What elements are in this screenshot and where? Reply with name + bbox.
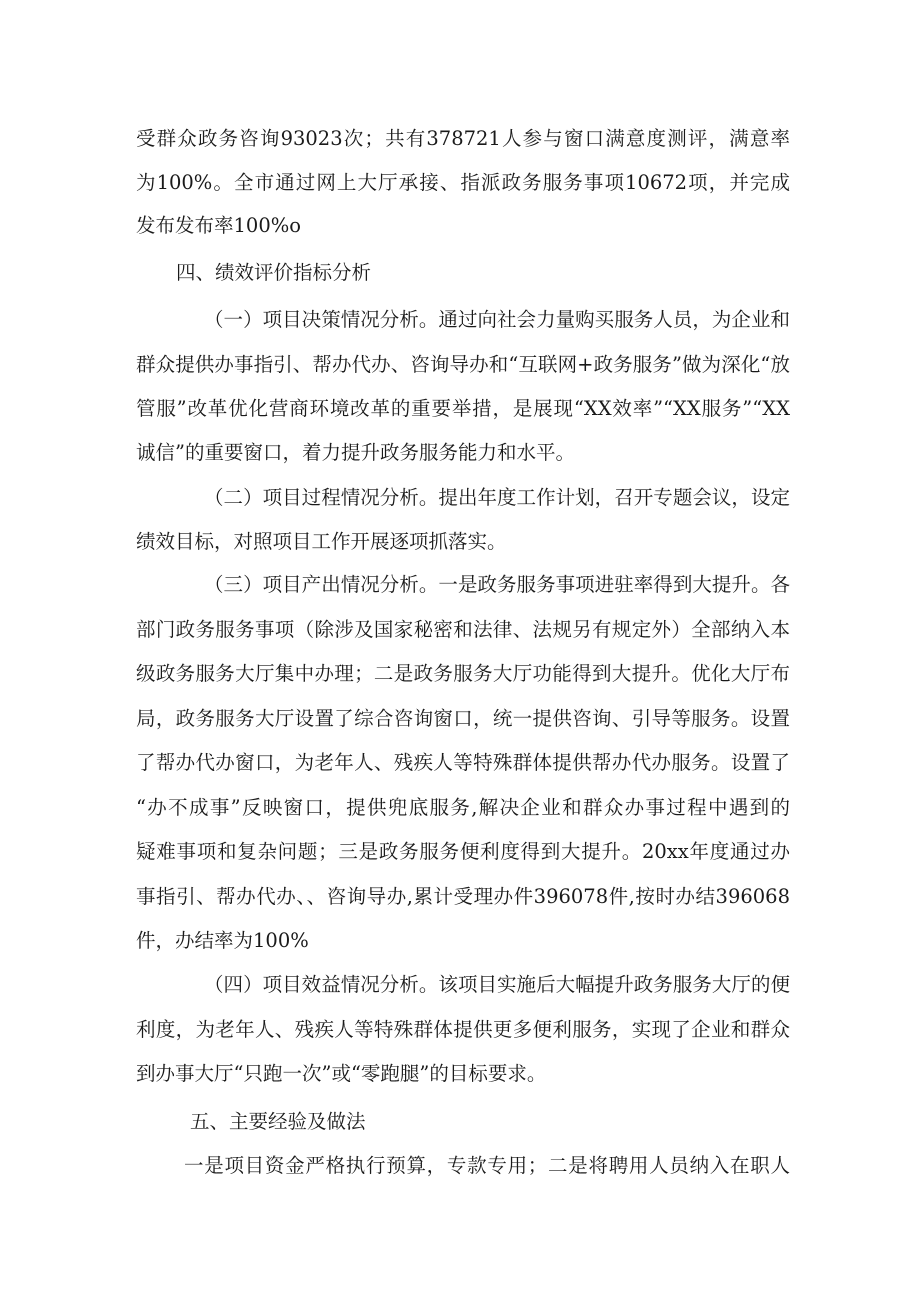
- paragraph-line: 受群众政务咨询93023次；共有378721人参与窗口满意度测评，满意率: [136, 127, 790, 150]
- paragraph-line: 绩效目标，对照项目工作开展逐项抓落实。: [136, 530, 507, 553]
- paragraph-line: 一是项目资金严格执行预算，专款专用；二是将聘用人员纳入在职人: [184, 1154, 790, 1177]
- paragraph-line: 管服”改革优化营商环境改革的重要举措，是展现“XX效率”“XX服务”“XX: [136, 397, 790, 420]
- paragraph-line: 到办事大厅“只跑一次”或“零跑腿”的目标要求。: [136, 1062, 547, 1085]
- paragraph-line: 局，政务服务大厅设置了综合咨询窗口，统一提供咨询、引导等服务。设置: [136, 707, 790, 730]
- paragraph-line: （一）项目决策情况分析。通过向社会力量购买服务人员，为企业和: [204, 308, 790, 331]
- paragraph-line: （三）项目产出情况分析。一是政务服务事项进驻率得到大提升。各: [204, 573, 790, 596]
- paragraph-line: 为100%。全市通过网上大厅承接、指派政务服务事项10672项，并完成: [136, 171, 790, 194]
- paragraph-line: 诚信”的重要窗口，着力提升政务服务能力和水平。: [136, 441, 575, 464]
- paragraph-line: 发布发布率100%o: [136, 214, 301, 237]
- paragraph-line: 级政务服务大厅集中办理；二是政务服务大厅功能得到大提升。优化大厅布: [136, 662, 790, 685]
- section-heading-4: 四、绩效评价指标分析: [176, 261, 372, 284]
- paragraph-line: 疑难事项和复杂问题；三是政务服务便利度得到大提升。20xx年度通过办: [136, 840, 790, 863]
- paragraph-line: 事指引、帮办代办、、咨询导办,累计受理办件396078件,按时办结396068: [136, 885, 790, 908]
- paragraph-line: 件，办结率为100%: [136, 929, 309, 952]
- paragraph-line: 部门政务服务事项（除涉及国家秘密和法律、法规另有规定外）全部纳入本: [136, 618, 790, 641]
- paragraph-line: （二）项目过程情况分析。提出年度工作计划，召开专题会议，设定: [204, 486, 790, 509]
- paragraph-line: （四）项目效益情况分析。该项目实施后大幅提升政务服务大厅的便: [204, 973, 790, 996]
- paragraph-line: 群众提供办事指引、帮办代办、咨询导办和“互联网+政务服务”做为深化“放: [136, 353, 790, 376]
- paragraph-line: 了帮办代办窗口，为老年人、残疾人等特殊群体提供帮办代办服务。设置了: [136, 751, 790, 774]
- paragraph-line: 利度，为老年人、残疾人等特殊群体提供更多便利服务，实现了企业和群众: [136, 1018, 790, 1041]
- section-heading-5: 五、主要经验及做法: [190, 1110, 366, 1133]
- paragraph-line: “办不成事”反映窗口，提供兜底服务,解决企业和群众办事过程中遇到的: [136, 796, 790, 819]
